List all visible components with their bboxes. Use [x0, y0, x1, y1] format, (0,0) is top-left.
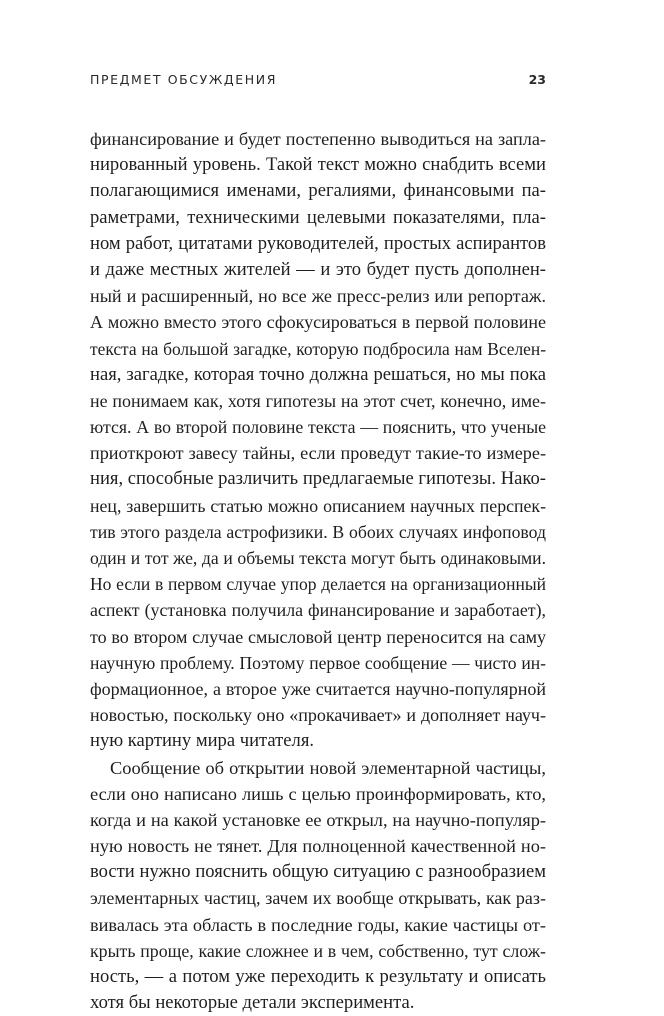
running-header	[90, 72, 546, 92]
text-line: ная, загадке, которая точно должна решаться, но мы пока	[90, 363, 546, 385]
text-line: формационное, а второе уже считается научно-популярной	[90, 678, 546, 699]
text-line: полагающимися именами, регалиями, финансовыми па-	[90, 180, 546, 202]
text-line: не понимаем как, хотя гипотезы на этот счет, конечно, име-	[90, 390, 546, 411]
text-line: один и тот же, да и объемы текста могут быть одинаковыми.	[90, 548, 546, 568]
text-line: когда и на какой установке ее открыл, на научно-популяр-	[90, 809, 546, 830]
text-line: то во втором случае смысловой центр переносится на саму	[90, 626, 546, 647]
text-line: вивалась эта область в последние годы, какие частицы от-	[90, 914, 546, 935]
text-line: научную проблему. Поэтому первое сообщение — чисто ин-	[90, 652, 546, 673]
text-line: элементарных частиц, зачем их вообще открывать, как раз-	[90, 888, 546, 909]
text-line: раметрами, техническими целевыми показателями, пла-	[90, 206, 546, 228]
paragraph-last-line: ную картину мира читателя.	[90, 730, 315, 752]
text-line: ются. А во второй половине текста — пояснить, что ученые	[90, 417, 546, 438]
text-line: нец, завершить статью можно описанием научных перспек-	[90, 495, 546, 516]
running-title: ПРЕДМЕТ ОБСУЖДЕНИЯ	[90, 72, 278, 87]
text-line: А можно вместо этого сфокусироваться в первой половине	[90, 312, 546, 333]
text-line: если оно написано лишь с целью проинформировать, кто,	[90, 783, 546, 804]
text-line: аспект (установка получила финансирование и заработает),	[90, 600, 546, 621]
text-line: текста на большой загадке, которую подбросила нам Вселен-	[90, 338, 546, 359]
text-line: ность, — а потом уже переходить к результату и описать	[90, 966, 546, 987]
page-number: 23	[528, 72, 546, 87]
text-line: крыть проще, какие сложнее и в чем, собственно, тут слож-	[90, 940, 546, 961]
text-line: нированный уровень. Такой текст можно снабдить всеми	[90, 154, 546, 176]
text-line: финансирование и будет постепенно выводиться на запла-	[90, 129, 546, 149]
text-line: новостью, поскольку оно «прокачивает» и дополняет науч-	[90, 705, 546, 726]
text-line: приоткроют завесу тайны, если проведут такие-то измере-	[90, 443, 546, 464]
text-line: вости нужно пояснить общую ситуацию с разнообразием	[90, 861, 546, 883]
text-line: ную новость не тянет. Для полноценной качественной но-	[90, 836, 546, 857]
text-line: и даже местных жителей — и это будет пусть дополнен-	[90, 258, 546, 280]
paragraph-first-line: Сообщение об открытии новой элементарной частицы,	[110, 757, 546, 778]
text-line: тив этого раздела астрофизики. В обоих случаях инфоповод	[90, 521, 546, 542]
text-line: ном работ, цитатами руководителей, простых аспирантов	[90, 232, 546, 254]
text-line: ния, способные различить предлагаемые гипотезы. Нако-	[90, 468, 546, 490]
text-line: ный и расширенный, но все же пресс-релиз или репортаж.	[90, 286, 546, 307]
paragraph-last-line: хотя бы некоторые детали эксперимента.	[90, 992, 415, 1014]
body-text	[90, 126, 546, 1016]
text-line: Но если в первом случае упор делается на организационный	[90, 574, 546, 595]
